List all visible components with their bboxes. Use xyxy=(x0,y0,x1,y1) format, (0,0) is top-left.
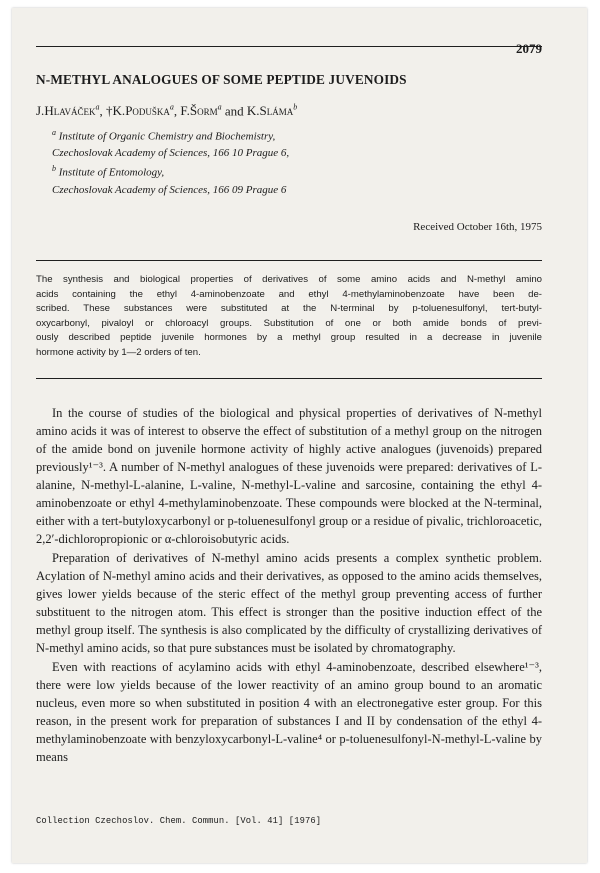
article-body xyxy=(36,404,542,766)
body-paragraph-1: In the course of studies of the biological and physical properties of derivatives of N-methyl amino acids it was of interest to observe the effect of substitution of a methyl group on the nitrogen of the amide bond on juvenile hormone activity of highly active analogues (juvenoids) prepared previously¹⁻³. A number of N-methyl analogues of these juvenoids were prepared: derivatives of L-alanine, N-methyl-L-alanine, L-valine, N-methyl-L-valine and sarcosine, containing the ethyl 4-aminobenzoate or ethyl 4-methylaminobenzoate. These compounds were blocked at the N-terminal, either with a tert-butyloxycarbonyl or p-toluenesulfonyl group or a residue of pivalic, trichloroacetic, 2,2′-dichloropropionic or α-chloroisobutyric acids. xyxy=(36,406,542,546)
abstract-line: The synthesis and biological properties of derivatives of some amino acids and N-methyl amino xyxy=(36,274,542,285)
article-title: N-METHYL ANALOGUES OF SOME PEPTIDE JUVENOIDS xyxy=(36,72,407,87)
author-name: †K.Poduška$^a$ xyxy=(106,103,174,119)
affiliation-b-line-2: Czechoslovak Academy of Sciences, 166 09 Prague 6 xyxy=(52,183,287,196)
journal-citation-footer: Collection Czechoslov. Chem. Commun. [Vol. 41] [1976] xyxy=(36,816,322,826)
affiliation-a-line-1: $^a$ Institute of Organic Chemistry and Biochemistry, xyxy=(52,128,276,143)
header-rule xyxy=(36,46,542,47)
author-name: J.Hlaváček$^a$ xyxy=(36,103,100,119)
abstract-line: hormone activity by 1—2 orders of ten. xyxy=(36,346,201,358)
abstract-line: acids containing the ethyl 4-aminobenzoate and ethyl 4-methylaminobenzoate have been de- xyxy=(36,288,542,300)
body-paragraph-3: Even with reactions of acylamino acids with ethyl 4-aminobenzoate, described elsewhere¹⁻³, there were low yields because of the lower reactivity of an amino group bound to an aromatic nucleus, even more so when substituted in position 4 with an electronegative ester group. For this reason, in the present work for preparation of substances I and II by condensation of the ethyl 4-methylaminobenzoate with benzyloxycarbonyl-L-valine⁴ or p-toluenesulfonyl-N-methyl-L-valine by means xyxy=(36,660,542,764)
abstract xyxy=(36,273,542,361)
author-name: F.Šorm$^a$ xyxy=(180,103,222,119)
page-number: 2079 xyxy=(516,41,542,56)
abstract-bottom-rule xyxy=(36,378,542,379)
author-name: K.Sláma$^b$ xyxy=(246,103,298,119)
author-list: J.Hlaváček$^a$, †K.Poduška$^a$, F.Šorm$^a$ and K.Sláma$^b$ xyxy=(36,103,298,119)
journal-page xyxy=(12,8,587,863)
abstract-line: scribed. These substances were substituted at the N-terminal by p-toluenesulfonyl, tert-butyl- xyxy=(36,303,542,315)
body-paragraph-2: Preparation of derivatives of N-methyl amino acids presents a complex synthetic problem. Acylation of N-methyl amino acids and their derivatives, as opposed to the amino acids themselves, gives lower yields because of the steric effect of the methyl group preventing access of further substituent to the nitrogen atom. This effect is stronger than the positive induction effect of the methyl group itself. The synthesis is also complicated by the difficulty of crystallizing derivatives of N-methyl amino acids, so that pure substances must be isolated by chromatography. xyxy=(36,551,542,655)
affiliation-a-line-2: Czechoslovak Academy of Sciences, 166 10 Prague 6, xyxy=(52,147,290,160)
abstract-top-rule xyxy=(36,260,542,261)
abstract-line: ously described peptide juvenile hormones by a methyl group resulted in a decrease in juvenile xyxy=(36,332,542,344)
received-date: Received October 16th, 1975 xyxy=(413,221,542,233)
abstract-line: oxycarbonyl, pivaloyl or chloroacyl groups. Substitution of one or both amide bonds of previ- xyxy=(36,317,542,329)
affiliation-b-line-1: $^b$ Institute of Entomology, xyxy=(52,164,165,180)
affiliations xyxy=(52,125,289,198)
